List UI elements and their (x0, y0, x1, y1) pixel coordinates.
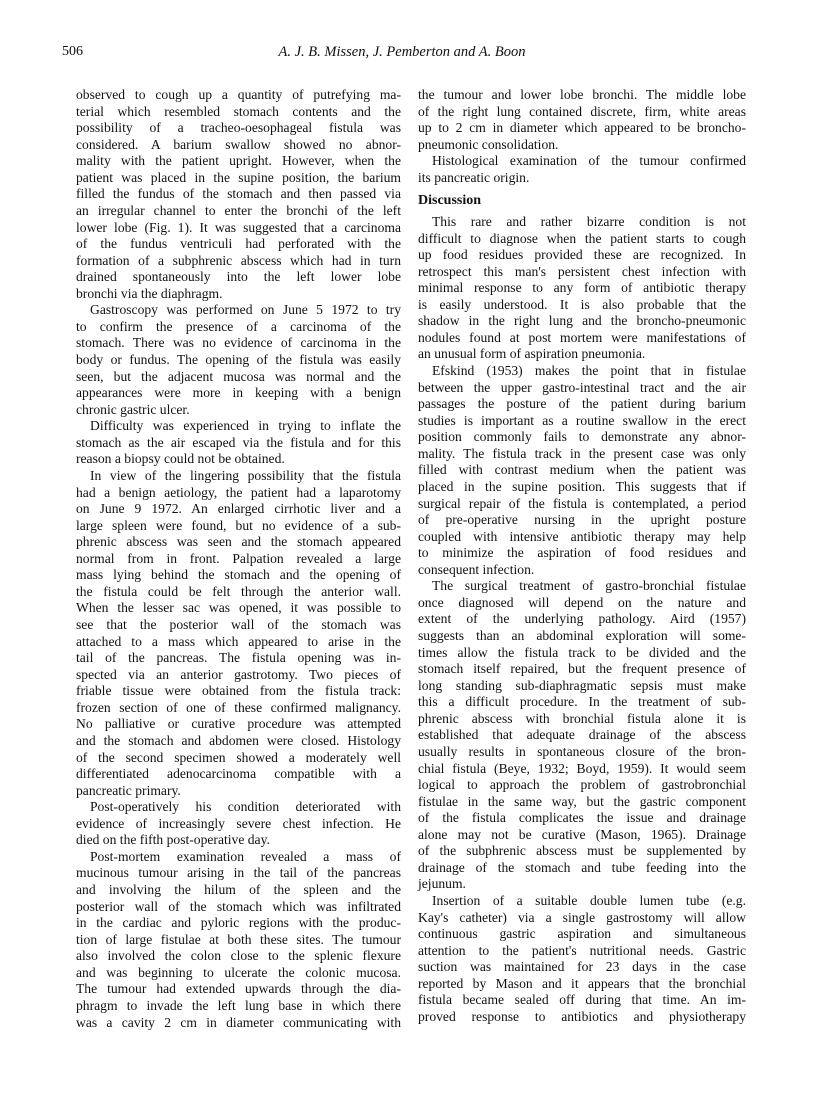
text-line: up food residues provided these are recognized. In (418, 247, 746, 263)
text-line: mality. The fistula track in the present case was only (418, 445, 746, 461)
text-line: and the stomach and abdomen were closed. Histology (76, 732, 401, 748)
text-line: attention to the patient's nutritional needs. Gastric (418, 942, 746, 958)
text-line: bronchi via the diaphragm. (76, 285, 223, 301)
text-line: of the second specimen showed a moderately well (76, 749, 401, 765)
text-line: continuous gastric aspiration and simultaneous (418, 926, 746, 942)
paragraph (76, 468, 401, 799)
text-line: pneumonic consolidation. (418, 136, 559, 152)
text-line: nodules found at post mortem were manifestations of (418, 329, 746, 345)
text-line: chial fistula (Beye, 1932; Boyd, 1959). It would seem (418, 760, 746, 776)
text-line: of the subphrenic abscess must be supplemented by (418, 843, 746, 859)
text-line: logical to approach the problem of gastrobronchial (418, 777, 746, 793)
text-line: stomach itself repaired, but the frequent presence of (418, 661, 746, 677)
text-line: its pancreatic origin. (418, 169, 530, 185)
text-line: drainage of the stomach and tube feeding into the (418, 859, 746, 875)
text-line: in the cardiac and pyloric regions with the produc- (76, 915, 401, 931)
paragraph (418, 214, 746, 363)
text-line: up to 2 cm in diameter which appeared to be broncho- (418, 120, 746, 136)
text-line: jejunum. (418, 876, 466, 892)
text-line: usually results in spontaneous closure of the bron- (418, 743, 746, 759)
text-line: Kay's catheter) via a single gastrostomy will allow (418, 909, 746, 925)
text-line: patient was placed in the supine position, the barium (76, 169, 401, 185)
text-line: of pre-operative nursing in the upright posture (418, 512, 746, 528)
text-line: terial which resembled stomach contents and the (76, 103, 401, 119)
text-line: phragm to invade the left lung base in which there (76, 997, 401, 1013)
text-line: placed in the supine position. This suggests that if (418, 478, 746, 494)
text-line: consequent infection. (418, 561, 535, 577)
text-line: the fistula could be felt through the anterior wall. (76, 583, 401, 599)
text-line: established that adequate drainage of the abscess (418, 727, 746, 743)
text-line: fistulae in the same way, but the gastric component (418, 793, 746, 809)
text-line: the tumour and lower lobe bronchi. The middle lobe (418, 87, 746, 102)
text-line: times allow the fistula track to be divided and the (418, 644, 746, 660)
text-line: body or fundus. The opening of the fistula was easily (76, 352, 401, 367)
text-line: The surgical treatment of gastro-bronchial fistulae (432, 578, 746, 594)
paragraph (76, 418, 401, 468)
text-line: is easily understood. It is also probable that the (418, 296, 746, 312)
text-line: and involving the hilum of the spleen and the (76, 882, 401, 897)
section-heading: Discussion (418, 193, 482, 209)
text-line: suction was maintained for 23 days in the case (418, 959, 746, 975)
text-line: filled the fundus of the stomach and then passed via (76, 186, 401, 202)
paragraph (418, 87, 746, 153)
text-line: see that the posterior wall of the stomach was (76, 617, 401, 632)
text-line: studies is important as a routine swallow in the erect (418, 412, 746, 428)
text-line: evidence of increasingly severe chest infection. He (76, 815, 401, 831)
text-line: fistula became sealed off during that time. An im- (418, 992, 746, 1008)
text-line: pancreatic primary. (76, 782, 181, 798)
text-line: reported by Mason and it appears that the bronchial (418, 975, 746, 991)
text-line: appearances were more in keeping with a benign (76, 385, 401, 401)
text-line: frozen section of one of these confirmed malignancy. (76, 699, 401, 715)
text-line: differentiated adenocarcinoma compatible with a (76, 766, 401, 782)
text-line: Post-mortem examination revealed a mass of (90, 848, 401, 864)
text-line: extent of the underlying pathology. Aird (1957) (418, 611, 746, 627)
text-line: once diagnosed will depend on the nature and (418, 594, 746, 610)
right-column (418, 87, 746, 1026)
text-line: tail of the pancreas. The fistula opening was in- (76, 650, 401, 666)
text-line: was a cavity 2 cm in diameter communicating with (76, 1014, 401, 1030)
text-line: shadow in the right lung and the broncho-pneumonic (418, 313, 746, 329)
text-line: also involved the colon close to the splenic flexure (76, 948, 401, 964)
text-line: had a benign aetiology, the patient had a laparotomy (76, 484, 401, 500)
text-line: an unusual form of aspiration pneumonia. (418, 346, 646, 362)
text-line: reason a biopsy could not be obtained. (76, 451, 285, 467)
text-line: lower lobe (Fig. 1). It was suggested that a carcinoma (76, 219, 401, 235)
text-line: surgical repair of the fistula is contemplated, a period (418, 495, 746, 511)
text-line: seen, but the adjacent mucosa was normal and the (76, 368, 401, 384)
text-line: stomach. There was no evidence of carcinoma in the (76, 335, 401, 351)
text-line: phrenic abscess with bronchial fistula alone it is (418, 710, 746, 726)
text-line: mality with the patient upright. However, when the (76, 153, 401, 169)
paragraph (418, 578, 746, 893)
paragraph (76, 302, 401, 418)
text-line: filled with contrast medium when the patient was (418, 462, 746, 478)
text-line: attached to a mass which appeared to arise in the (76, 633, 401, 649)
text-line: to confirm the presence of a carcinoma of the (76, 318, 401, 334)
text-line: position commonly fails to demonstrate any abnor- (418, 429, 746, 445)
text-line: tion of large fistulae at both these sites. The tumour (76, 931, 401, 947)
paragraph (418, 363, 746, 578)
left-column (76, 87, 401, 1031)
text-line: Insertion of a suitable double lumen tube (e.g. (432, 893, 746, 908)
paragraph (76, 87, 401, 302)
text-line: of the right lung contained discrete, firm, white areas (418, 103, 746, 119)
text-line: difficult to diagnose when the patient starts to cough (418, 230, 746, 246)
text-line: minimal response to any form of antibiotic therapy (418, 280, 746, 296)
text-line: mass lying behind the stomach and the opening of (76, 567, 401, 583)
text-line: drained spontaneously into the left lower lobe (76, 269, 401, 285)
text-line: proved response to antibiotics and physiotherapy (418, 1008, 746, 1024)
text-line: Histological examination of the tumour confirmed (432, 153, 746, 169)
text-line: friable tissue were obtained from the fistula track: (76, 683, 401, 699)
text-line: suggests than an abdominal exploration will some- (418, 628, 746, 643)
text-line: chronic gastric ulcer. (76, 401, 190, 417)
text-line: died on the fifth post-operative day. (76, 832, 270, 848)
text-line: to minimize the aspiration of food residues and (418, 545, 746, 561)
text-line: When the lesser sac was opened, it was possible to (76, 600, 401, 616)
text-line: observed to cough up a quantity of putrefying ma- (76, 87, 401, 102)
running-head: A. J. B. Missen, J. Pemberton and A. Boon (278, 44, 526, 60)
text-line: an irregular channel to enter the bronchi of the left (76, 202, 401, 218)
text-line: Difficulty was experienced in trying to inflate the (90, 418, 401, 434)
text-line: on June 9 1972. An enlarged cirrhotic liver and a (76, 501, 401, 517)
text-line: Efskind (1953) makes the point that in fistulae (432, 363, 746, 378)
text-line: No palliative or curative procedure was attempted (76, 716, 401, 732)
text-line: The tumour had extended upwards through the dia- (76, 981, 401, 997)
text-line: spected via an anterior gastrotomy. Two pieces of (76, 666, 401, 682)
text-line: retrospect this man's persistent chest infection with (418, 263, 746, 279)
text-line: of the fundus ventriculi had perforated with the (76, 236, 401, 252)
text-line: large spleen were found, but no evidence of a sub- (76, 517, 401, 533)
paragraph (76, 849, 401, 1031)
text-line: between the upper gastro-intestinal tract and the air (418, 379, 746, 395)
text-line: phrenic abscess was seen and the stomach appeared (76, 534, 401, 550)
text-line: possibility of a tracheo-oesophageal fistula was (76, 120, 401, 136)
text-line: mucinous tumour arising in the tail of the pancreas (76, 865, 401, 881)
text-line: this a difficult procedure. In the treatment of sub- (418, 694, 746, 710)
text-line: stomach as the air escaped via the fistula and for this (76, 434, 401, 450)
text-line: and was beginning to ulcerate the colonic mucosa. (76, 964, 401, 980)
text-line: posterior wall of the stomach which was infiltrated (76, 898, 401, 914)
text-line: of the fistula complicates the issue and drainage (418, 810, 746, 826)
text-line: long standing sub-diaphragmatic sepsis must make (418, 677, 746, 693)
text-line: Post-operatively his condition deteriorated with (90, 799, 401, 815)
text-line: Gastroscopy was performed on June 5 1972 to try (90, 302, 401, 318)
text-line: alone may not be curative (Mason, 1965). Drainage (418, 826, 746, 842)
text-line: normal from in front. Palpation revealed a large (76, 550, 401, 566)
text-line: In view of the lingering possibility that the fistula (90, 467, 401, 483)
page-number: 506 (62, 44, 83, 59)
paragraph (76, 799, 401, 849)
text-line: coupled with intensive antibiotic therapy may help (418, 528, 746, 544)
text-line: passages the posture of the patient during barium (418, 396, 746, 412)
paragraph (418, 153, 746, 186)
text-line: formation of a subphrenic abscess which had in turn (76, 252, 401, 268)
text-line: This rare and rather bizarre condition is not (432, 213, 746, 229)
paragraph (418, 893, 746, 1026)
text-line: considered. A barium swallow showed no abnor- (76, 136, 401, 152)
